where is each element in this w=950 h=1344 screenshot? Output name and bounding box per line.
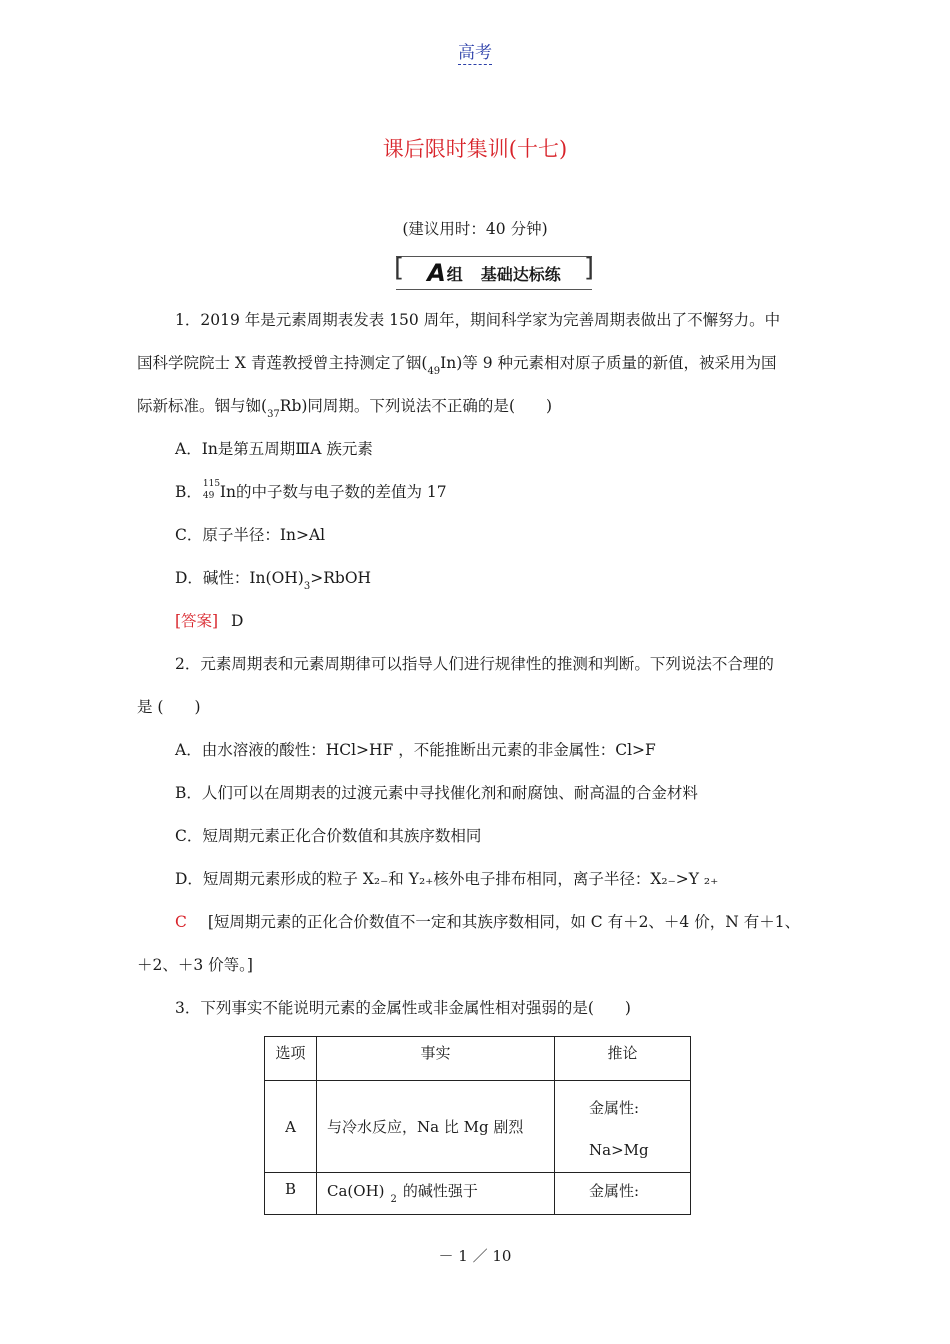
header-option: 选项: [265, 1037, 317, 1081]
row-a-fact: 与冷水反应，Na 比 Mg 剧烈: [317, 1081, 555, 1173]
q3-line1: 3．下列事实不能说明元素的金属性或非金属性相对强弱的是( ): [175, 999, 631, 1017]
group-label: 基础达标练: [480, 264, 561, 284]
bracket-left: [: [394, 253, 405, 283]
q1-indium-atomic-number: 49: [427, 366, 441, 377]
q2-line1: 2．元素周期表和元素周期律可以指导人们进行规律性的推测和判断。下列说法不合理的: [175, 655, 774, 673]
row-a-option: A: [265, 1081, 317, 1173]
row-b-fact: Ca(OH) $_2$ 的碱性强于: [317, 1173, 555, 1215]
group-banner: [394, 253, 594, 290]
q1-rubidium-atomic-number: 37: [267, 409, 280, 420]
answer-value: D: [231, 612, 244, 630]
page-number: － 1 ／ 10: [438, 1247, 512, 1265]
q1-line3: 际新标准。铟与铷$(_{37}Rb)$同周期。下列说法不正确的是( ): [137, 397, 553, 420]
table-row: [265, 1081, 691, 1173]
row-a-inference: 金属性: Na>Mg: [555, 1081, 691, 1173]
q3-table: [264, 1036, 691, 1215]
answer-label: [答案]: [175, 612, 219, 630]
q2-option-d: D．短周期元素形成的粒子 X₂₋和 Y₂₊核外电子排布相同，离子半径：X₂₋>Y ₂₊: [175, 870, 719, 888]
group-letter: A: [427, 259, 445, 287]
q1-line2: 国科学院院士 X 青莲教授曾主持测定了铟$(_{49}In)$等 9 种元素相对原子质量的新值，被采用为国: [137, 354, 777, 377]
q2-option-c: C．短周期元素正化合价数值和其族序数相同: [175, 827, 482, 845]
q1-option-c: C．原子半径：In>Al: [175, 526, 326, 544]
header-inference: 推论: [555, 1037, 691, 1081]
q2-option-b: B．人们可以在周期表的过渡元素中寻找催化剂和耐腐蚀、耐高温的合金材料: [175, 784, 698, 802]
row-b-inference: 金属性:: [555, 1173, 691, 1215]
q1-option-d: D．碱性：$In(OH)_3>RbOH$: [175, 569, 372, 592]
group-word: 组: [446, 264, 463, 284]
row-b-option: B: [265, 1173, 317, 1215]
q2-line2: 是 ( ): [137, 698, 201, 716]
q2-explanation-line1: C [短周期元素的正化合价数值不一定和其族序数相同，如 C 有＋2、＋4 价，N 有＋1、: [175, 913, 801, 931]
table-header-row: [265, 1037, 691, 1081]
table-row: [265, 1173, 691, 1215]
q1-mass-number: 115: [202, 479, 221, 489]
bracket-right: ]: [583, 253, 594, 283]
header-fact: 事实: [317, 1037, 555, 1081]
q1-line1: 1．2019 年是元素周期表发表 150 周年，期间科学家为完善周期表做出了不懈努力。中: [175, 311, 781, 329]
q2-option-a: A．由水溶液的酸性：HCl>HF ，不能推断出元素的非金属性：Cl>F: [175, 741, 656, 759]
q1-answer: [175, 609, 243, 631]
q1-option-b: B． 115 49 In的中子数与电子数的差值为 17: [175, 479, 447, 501]
suggested-time: (建议用时：40 分钟): [402, 220, 548, 238]
page-title: 课后限时集训(十七): [382, 137, 568, 161]
q1-option-a: A．In是第五周期ⅢA 族元素: [175, 440, 373, 458]
q2-explanation-line2: ＋2、＋3 价等。]: [137, 956, 253, 974]
answer-letter: C: [175, 913, 187, 931]
q1-atomic-number: 49: [202, 491, 215, 501]
header-link[interactable]: 高考: [458, 43, 492, 63]
